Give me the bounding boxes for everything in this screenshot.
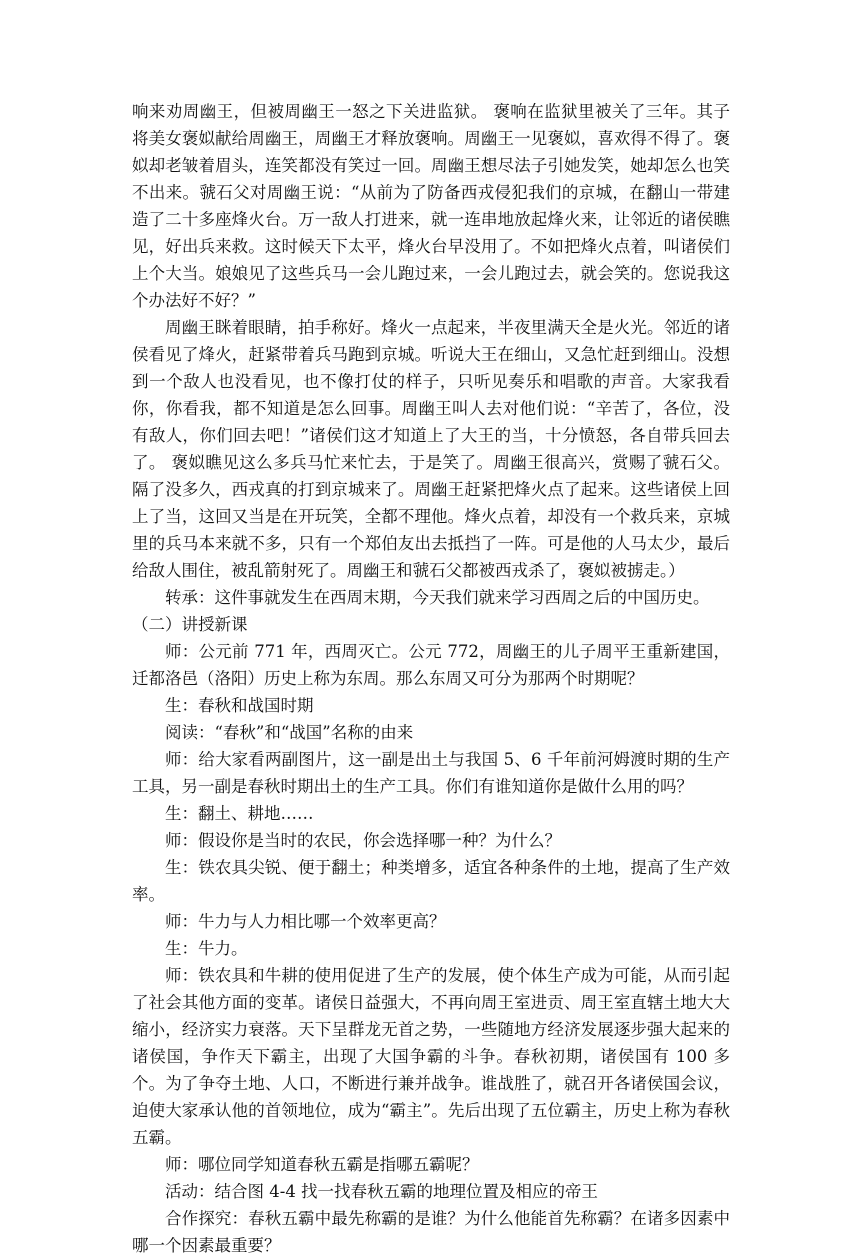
paragraph-reading: 阅读：“春秋”和“战国”名称的由来 — [165, 723, 414, 742]
paragraph-teacher-east-zhou: 师：公元前 771 年，西周灭亡。公元 772，周幽王的儿子周平王重新建国，迁都洛邑（洛阳）历史上称为东周。那么东周又可分为那两个时期呢？ — [132, 642, 730, 688]
paragraph-teacher-pictures: 师：给大家看两副图片，这一副是出土与我国 5、6 千年前河姆渡时期的生产工具，另一副是春秋时期出土的生产工具。你们有谁知道你是做什么用的吗？ — [132, 750, 730, 796]
section-heading-new-lesson: （二）讲授新课 — [132, 615, 248, 634]
document-body — [132, 98, 730, 1259]
paragraph-story-part2: 周幽王眯着眼睛，拍手称好。烽火一点起来，半夜里满天全是火光。邻近的诸侯看见了烽火，赶紧带着兵马跑到京城。听说大王在细山，又急忙赶到细山。没想到一个敌人也没看见，也不像打仗的样子，只听见奏乐和唱歌的声音。大家我看你，你看我，都不知道是怎么回事。周幽王叫人去对他们说：“辛苦了，各位，没有敌人，你们回去吧！”诸侯们这才知道上了大王的当，十分愤怒，各自带兵回去了。 褒姒瞧见这么多兵马忙来忙去，于是笑了。周幽王很高兴，赏赐了虢石父。 隔了没多久，西戎真的打到京城来了。周幽王赶紧把烽火点了起来。这些诸侯上回上了当，这回又当是在开玩笑，全都不理他。烽火点着，却没有一个救兵来，京城里的兵马本来就不多，只有一个郑伯友出去抵挡了一阵。可是他的人马太少，最后给敌人围住，被乱箭射死了。周幽王和虢石父都被西戎杀了，褒姒被掳走。） — [132, 318, 730, 580]
paragraph-teacher-ox: 师：牛力与人力相比哪一个效率更高？ — [165, 912, 446, 931]
paragraph-cooperative-inquiry: 合作探究：春秋五霸中最先称霸的是谁？为什么他能首先称霸？在诸多因素中哪一个因素最重要？ — [132, 1209, 730, 1255]
paragraph-student-iron-tools: 生：铁农具尖锐、便于翻土；种类增多，适宜各种条件的土地，提高了生产效率。 — [132, 858, 730, 904]
paragraph-student-tilling: 生：翻土、耕地…… — [165, 804, 314, 823]
paragraph-activity: 活动：结合图 4-4 找一找春秋五霸的地理位置及相应的帝王 — [165, 1182, 599, 1201]
paragraph-student-ox: 生：牛力。 — [165, 939, 248, 958]
paragraph-teacher-choice: 师：假设你是当时的农民，你会选择哪一种？为什么？ — [165, 831, 561, 850]
paragraph-student-answer: 生：春秋和战国时期 — [165, 696, 314, 715]
paragraph-teacher-five-hegemons: 师：哪位同学知道春秋五霸是指哪五霸呢？ — [165, 1155, 479, 1174]
paragraph-story-part1: 响来劝周幽王，但被周幽王一怒之下关进监狱。 褒响在监狱里被关了三年。其子将美女褒姒献给周幽王，周幽王才释放褒响。周幽王一见褒姒，喜欢得不得了。褒姒却老皱着眉头，连笑都没有笑过一回。周幽王想尽法子引她发笑，她却怎么也笑不出来。虢石父对周幽王说：“从前为了防备西戎侵犯我们的京城，在翻山一带建造了二十多座烽火台。万一敌人打进来，就一连串地放起烽火来，让邻近的诸侯瞧见，好出兵来救。这时候天下太平，烽火台早没用了。不如把烽火点着，叫诸侯们上个大当。娘娘见了这些兵马一会儿跑过来，一会儿跑过去，就会笑的。您说我这个办法好不好？” — [132, 102, 730, 310]
paragraph-transition: 转承：这件事就发生在西周末期，今天我们就来学习西周之后的中国历史。 — [165, 588, 710, 607]
paragraph-teacher-hegemony: 师：铁农具和牛耕的使用促进了生产的发展，使个体生产成为可能，从而引起了社会其他方面的变革。诸侯日益强大，不再向周王室进贡、周王室直辖土地大大缩小，经济实力衰落。天下呈群龙无首之势，一些随地方经济发展逐步强大起来的诸侯国，争作天下霸主，出现了大国争霸的斗争。春秋初期，诸侯国有 100 多个。为了争夺土地、人口，不断进行兼并战争。谁战胜了，就召开各诸侯国会议，迫使大家承认他的首领地位，成为“霸主”。先后出现了五位霸主，历史上称为春秋五霸。 — [132, 966, 730, 1147]
